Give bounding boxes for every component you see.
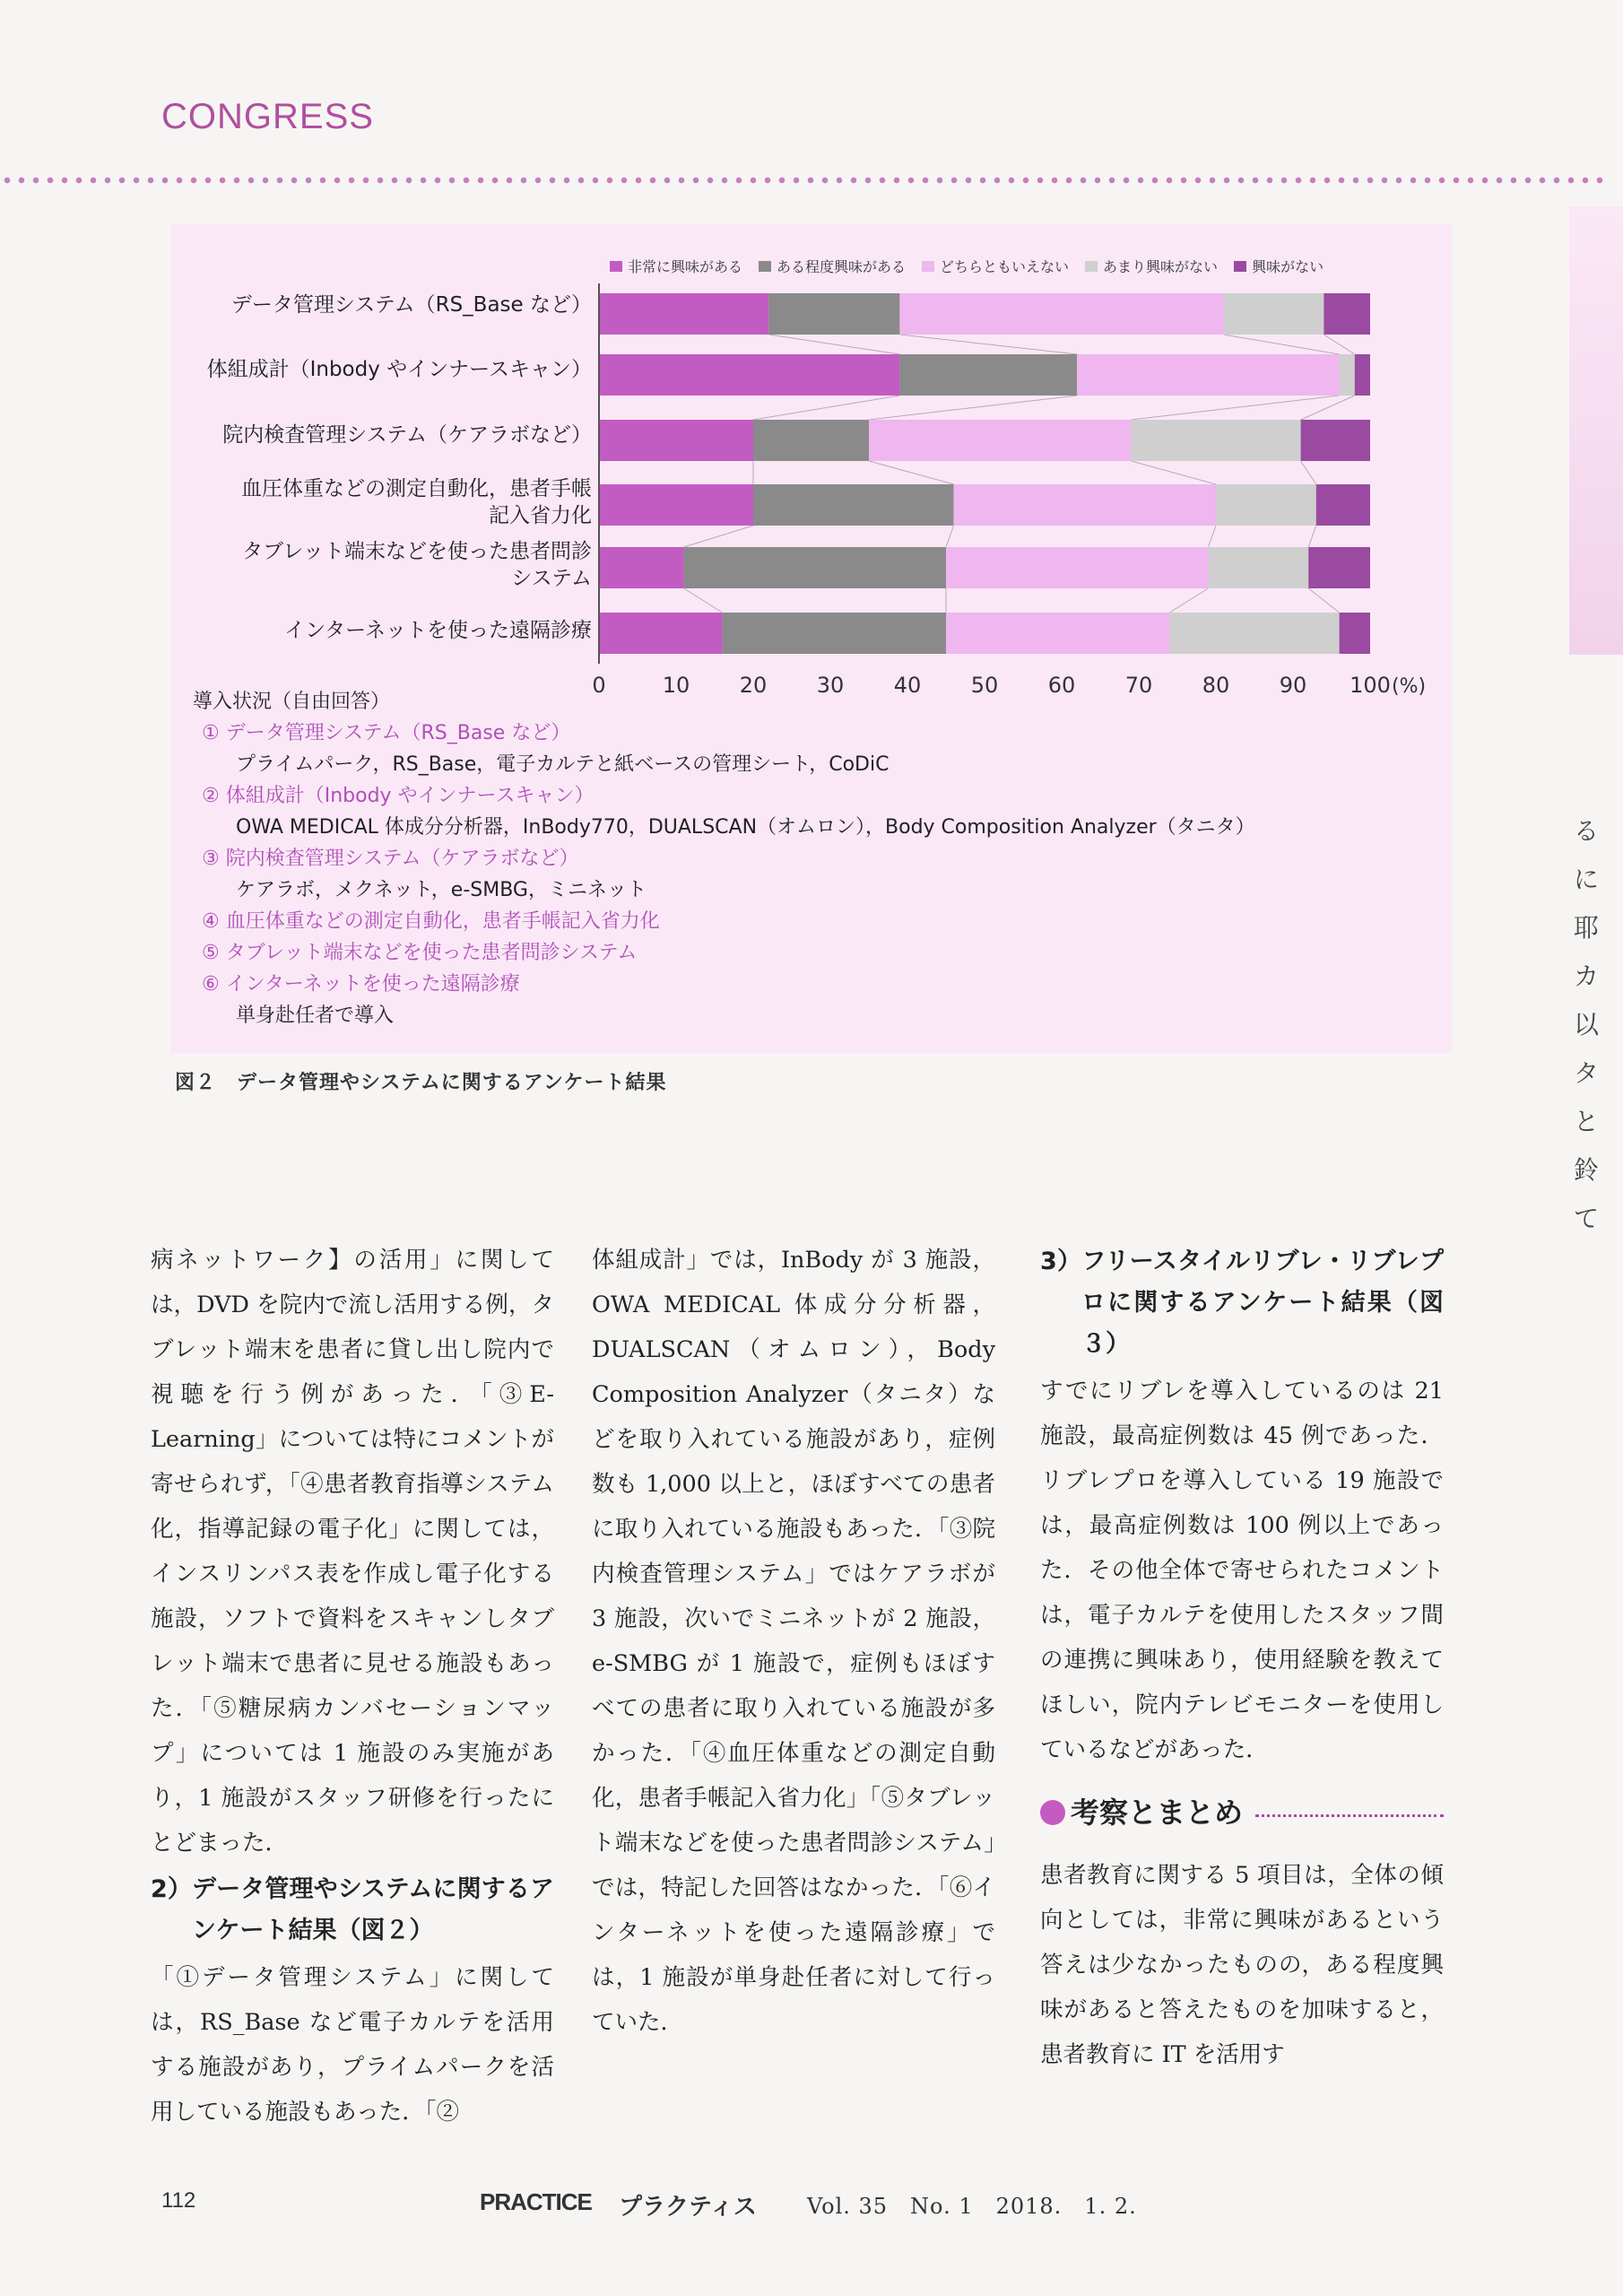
bar-segment — [1316, 484, 1370, 526]
bar-segment — [869, 420, 1131, 461]
adjacent-char: 耶 — [1574, 913, 1600, 943]
bar-segment — [753, 420, 869, 461]
bar-segment — [599, 547, 684, 588]
x-tick-label: 80 — [1202, 673, 1230, 698]
paragraph: 病ネットワーク】の活用」に関しては，DVD を院内で流し活用する例，タブレット端末を患者に貸し出し院内で視聴を行う例があった．「③E-Learning」については特にコメントが寄せられず，「④患者教育指導システム化，指導記録の電子化」に関しては，インスリンパス表を作成し電子化する施設，ソフトで資料をスキャンしタブレット端末で患者に見せる施設もあった．「⑤糖尿病カンバセーションマップ」については 1 施設のみ実施があり，1 施設がスタッフ研修を行ったにとどまった． — [151, 1247, 554, 1857]
legend-swatch — [610, 261, 622, 272]
note-detail: OWA MEDICAL 体成分分析器，InBody770，DUALSCAN（オムロン），Body Composition Analyzer（タニタ） — [236, 816, 1255, 839]
text-column-1 — [151, 1238, 554, 2135]
bar-segment — [1308, 547, 1370, 588]
legend-label: どちらともいえない — [940, 258, 1070, 275]
connector-line — [946, 526, 954, 547]
legend-swatch — [759, 261, 771, 272]
bar-segment — [1324, 293, 1370, 335]
connector-line — [1301, 461, 1316, 484]
text-column-2 — [592, 1238, 995, 2045]
note-item: ② 体組成計（Inbody やインナースキャン） — [202, 785, 595, 807]
connector-line — [753, 396, 899, 420]
subsection-heading: 3）フリースタイルリブレ・リブレプロに関するアンケート結果（図３） — [1040, 1248, 1444, 1358]
bar-segment — [946, 547, 1208, 588]
bar-segment — [1355, 354, 1370, 396]
adjacent-char: タ — [1574, 1058, 1600, 1088]
bar-segment — [1131, 420, 1300, 461]
page-number: 112 — [161, 2188, 196, 2213]
note-item: ⑤ タブレット端末などを使った患者問診システム — [202, 942, 638, 964]
journal-logo: PRACTICE — [480, 2188, 592, 2215]
note-item: ① データ管理システム（RS_Base など） — [202, 722, 571, 744]
section-heading-text: 考察とまとめ — [1071, 1796, 1244, 1830]
adjacent-char: に — [1574, 865, 1600, 894]
note-item: ⑥ インターネットを使った遠隔診療 — [202, 973, 520, 996]
bar-segment — [954, 484, 1216, 526]
connector-line — [684, 526, 753, 547]
category-label: 体組成計（Inbody やインナースキャン） — [206, 358, 592, 381]
x-tick-label: 10 — [662, 673, 690, 698]
note-item: ④ 血圧体重などの測定自動化，患者手帳記入省力化 — [202, 910, 660, 933]
connector-line — [1169, 588, 1208, 613]
connector-line — [1208, 526, 1216, 547]
bar-segment — [1340, 613, 1370, 654]
legend-label: ある程度興味がある — [777, 258, 907, 275]
x-tick-label: 90 — [1279, 673, 1307, 698]
bar-segment — [768, 293, 899, 335]
adjacent-char: て — [1574, 1204, 1600, 1233]
category-label: 院内検査管理システム（ケアラボなど） — [222, 423, 592, 447]
legend-item — [610, 256, 742, 276]
connector-line — [869, 461, 954, 484]
x-tick-label: 40 — [893, 673, 922, 698]
connector-line — [1308, 588, 1339, 613]
bar-segment — [723, 613, 946, 654]
connector-line — [899, 335, 1077, 354]
legend-item — [922, 256, 1069, 276]
x-tick-label: 0 — [592, 673, 606, 698]
bar-segment — [1301, 420, 1370, 461]
bullet-dot-icon — [1040, 1800, 1065, 1825]
section-heading — [1040, 1781, 1444, 1844]
bar-segment — [599, 420, 753, 461]
note-item: ③ 院内検査管理システム（ケアラボなど） — [202, 848, 579, 870]
paragraph: 患者教育に関する 5 項目は，全体の傾向としては，非常に興味があるという答えは少なかったものの，ある程度興味があると答えたものを加味すると，患者教育に IT を活用す — [1040, 1862, 1444, 2068]
legend-label: あまり興味がない — [1103, 258, 1219, 275]
category-label: インターネットを使った遠隔診療 — [284, 619, 592, 642]
x-tick-label: 70 — [1124, 673, 1153, 698]
legend-item — [1234, 256, 1324, 276]
note-detail: プライムパーク，RS_Base，電子カルテと紙ベースの管理シート，CoDiC — [236, 753, 890, 776]
connector-line — [869, 396, 1077, 420]
bar-segment — [946, 613, 1169, 654]
volume-info: Vol. 35 No. 1 2018. 1. 2. — [807, 2194, 1137, 2219]
section-header-label: CONGRESS — [161, 97, 374, 136]
subsection-heading: 2）データ管理やシステムに関するアンケート結果（図２） — [151, 1875, 554, 1944]
x-axis-unit: (%) — [1392, 675, 1427, 698]
connector-line — [1308, 526, 1316, 547]
category-label: データ管理システム（RS_Base など） — [230, 293, 592, 317]
dotted-leader — [1255, 1809, 1444, 1817]
legend-item — [759, 256, 906, 276]
adjacent-char: 以 — [1574, 1010, 1600, 1039]
x-tick-label: 20 — [739, 673, 768, 698]
bar-segment — [753, 484, 954, 526]
connector-line — [684, 588, 723, 613]
bar-segment — [684, 547, 946, 588]
text-column-3 — [1040, 1238, 1444, 2077]
bar-segment — [899, 354, 1077, 396]
legend-item — [1085, 256, 1218, 276]
category-label: 血圧体重などの測定自動化，患者手帳 記入省力化 — [241, 477, 592, 527]
connector-line — [1324, 335, 1354, 354]
x-tick-label: 30 — [816, 673, 845, 698]
bar-segment — [599, 293, 768, 335]
bar-segment — [599, 484, 753, 526]
note-detail: 単身赴任者で導入 — [236, 1004, 395, 1027]
bar-segment — [899, 293, 1223, 335]
connector-line — [1131, 461, 1216, 484]
figure-notes — [193, 686, 1430, 1031]
notes-heading: 導入状況（自由回答） — [193, 691, 391, 713]
legend-swatch — [922, 261, 934, 272]
bar-segment — [599, 354, 899, 396]
bar-segment — [599, 613, 723, 654]
journal-name: プラクティス — [619, 2194, 757, 2221]
legend-swatch — [1234, 261, 1246, 272]
bar-segment — [1077, 354, 1339, 396]
category-label: タブレット端末などを使った患者問診 システム — [242, 540, 592, 590]
adjacent-char: 鈴 — [1574, 1155, 1600, 1185]
connector-line — [768, 335, 899, 354]
legend-swatch — [1085, 261, 1098, 272]
bar-segment — [1208, 547, 1308, 588]
figure-caption: 図２ データ管理やシステムに関するアンケート結果 — [175, 1072, 667, 1094]
paragraph: 体組成計」では，InBody が 3 施設，OWA MEDICAL 体成分分析器，DUALSCAN（オムロン），Body Composition Analyzer（タニタ）などを取り入れている施設があり，症例数も 1,000 以上と，ほぼすべての患者に取り入れている施設もあった．「③院内検査管理システム」ではケアラボが 3 施設，次いでミニネットが 2 施設，e-SMBG が 1 施設で，症例もほぼすべての患者に取り入れている施設が多かった．「④血圧体重などの測定自動化，患者手帳記入省力化」「⑤タブレット端末などを使った患者問診システム」では，特記した回答はなかった．「⑥インターネットを使った遠隔診療」では，1 施設が単身赴任者に対して行っていた． — [592, 1247, 995, 2036]
paragraph: すでにリブレを導入しているのは 21 施設，最高症例数は 45 例であった．リブレプロを導入している 19 施設では，最高症例数は 100 例以上であった．その他全体で寄せられたコメントは，電子カルテを使用したスタッフ間の連携に興味あり，使用経験を教えてほしい，院内テレビモニターを使用しているなどがあった． — [1040, 1378, 1444, 1763]
connector-line — [1224, 335, 1340, 354]
bar-segment — [1216, 484, 1316, 526]
x-tick-label: 100 — [1350, 673, 1391, 698]
paragraph: 「①データ管理システム」に関しては，RS_Base など電子カルテを活用する施設があり，プライムパークを活用している施設もあった．「② — [151, 1964, 554, 2126]
bar-segment — [1169, 613, 1339, 654]
legend-label: 非常に興味がある — [628, 258, 743, 275]
legend-label: 興味がない — [1252, 258, 1324, 275]
x-tick-label: 60 — [1047, 673, 1076, 698]
adjacent-char: カ — [1574, 961, 1600, 991]
adjacent-char: る — [1574, 816, 1600, 846]
note-detail: ケアラボ，メクネット，e-SMBG，ミニネット — [236, 879, 647, 901]
x-tick-label: 50 — [970, 673, 999, 698]
bar-segment — [1224, 293, 1324, 335]
bar-segment — [1340, 354, 1355, 396]
chart-legend — [610, 256, 1324, 276]
adjacent-char: と — [1574, 1107, 1600, 1136]
